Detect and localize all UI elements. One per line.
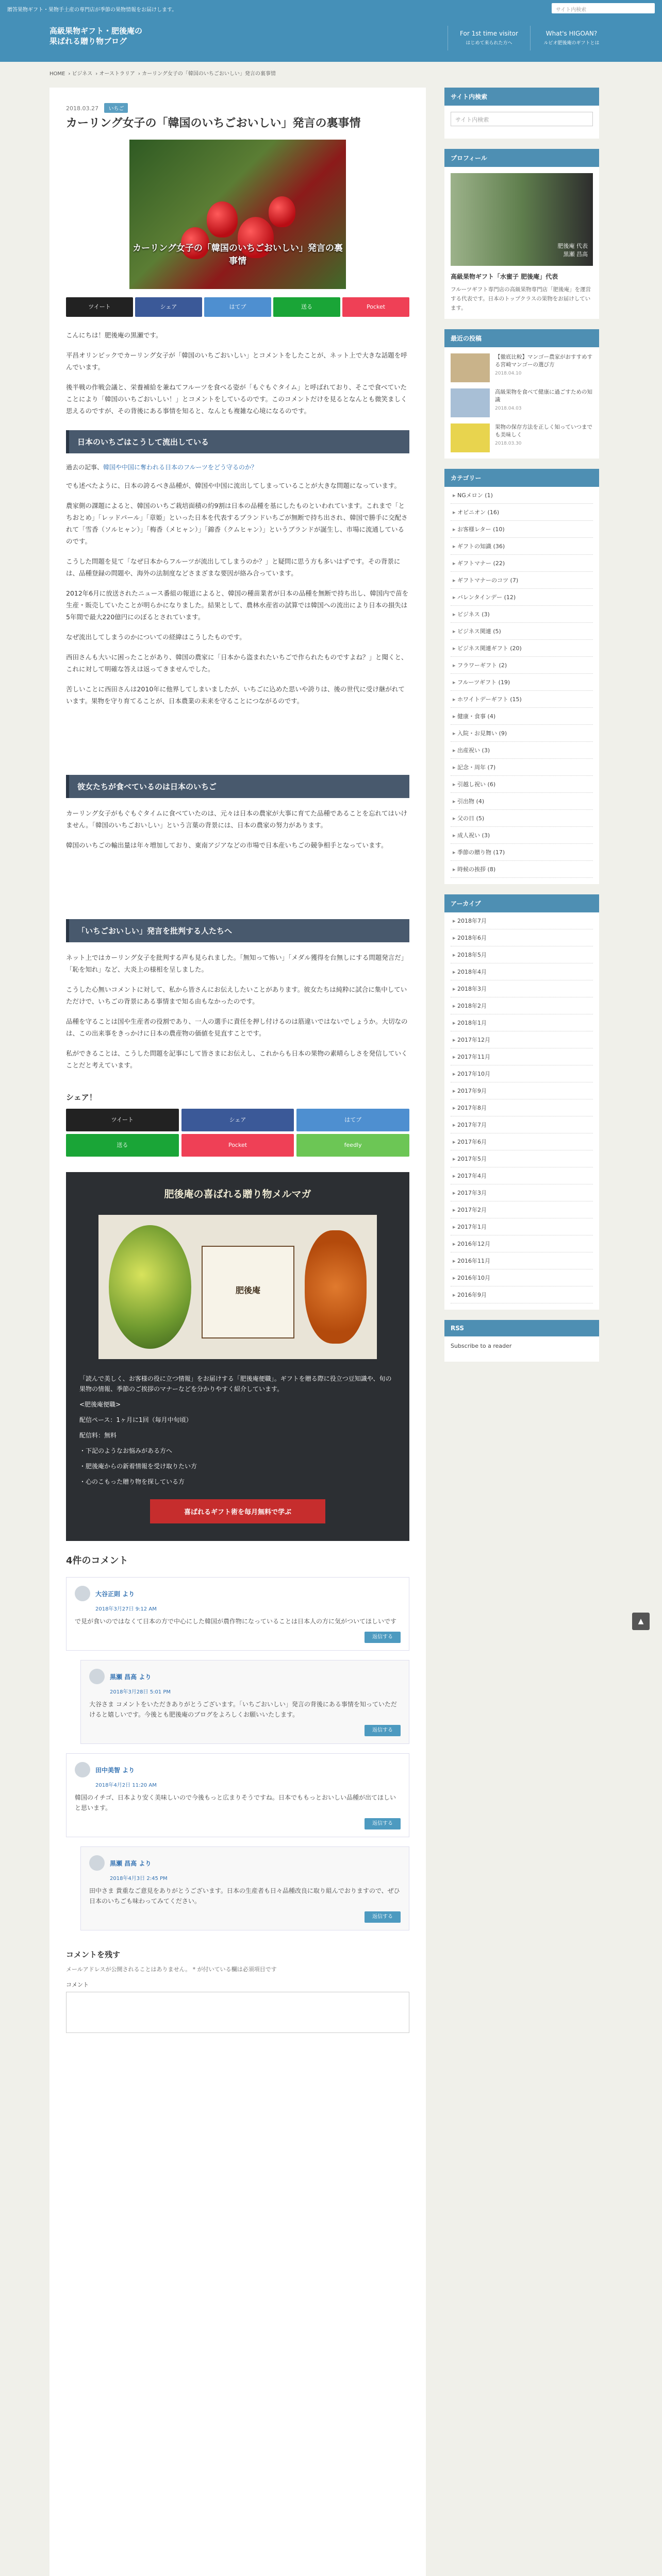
site-logo[interactable]: 高級果物ギフト・肥後庵の 果ばれる贈り物ブログ — [49, 26, 143, 46]
post-thumbnail — [451, 423, 490, 452]
archive-link[interactable]: ▸ 2017年11月 — [451, 1048, 593, 1065]
paragraph: 農家側の課題によると、韓国のいちご栽培面積の約9割は日本の品種を基にしたものといわれています。これまで「とちおとめ」「レッドパール」「章姫」といった日本を代表するブランドいちごが無断で持ち出され、韓国で勝手に交配されて「雪香（ソルヒャン）」「梅香（メヒャン）」「錦香（クムヒャン）」というブランドが誕生し、市場に流通しているのです。 — [66, 502, 408, 545]
paragraph: 平昌オリンピックでカーリング女子が「韓国のいちごおいしい」とコメントをしたことが、ネット上で大きな話題を呼んでいます。 — [66, 351, 407, 371]
archive-link[interactable]: ▸ 2018年7月 — [451, 912, 593, 929]
archive-link[interactable]: ▸ 2017年5月 — [451, 1150, 593, 1167]
category-link[interactable]: ▸ ホワイトデーギフト (15) — [451, 691, 593, 708]
widget-title: RSS — [444, 1320, 599, 1336]
widget-title: サイト内検索 — [444, 88, 599, 106]
comment — [66, 1577, 409, 1651]
site-tagline: 贈答果物ギフト・果物手土産の専門店が季節の果物情報をお届けします。 — [7, 7, 177, 13]
comment-reply — [80, 1846, 409, 1930]
paragraph: 私ができることは、こうした問題を記事にして皆さまにお伝えし、これからも日本の果物の素晴らしさを発信していくことだと考えています。 — [66, 1049, 408, 1069]
widget-title: 最近の投稿 — [444, 329, 599, 347]
hero-image — [129, 140, 346, 289]
reply-button[interactable]: 返信する — [365, 1632, 401, 1643]
header-search-input[interactable]: サイト内検索 — [552, 3, 655, 13]
header-nav — [448, 26, 613, 50]
archive-link[interactable]: ▸ 2017年8月 — [451, 1099, 593, 1116]
newsletter-title: 肥後庵の喜ばれる贈り物メルマガ — [164, 1189, 311, 1200]
hatena-share-button[interactable]: はてブ — [204, 297, 271, 317]
archive-link[interactable]: ▸ 2017年10月 — [451, 1065, 593, 1082]
sidebar-search-input[interactable]: サイト内検索 — [451, 112, 593, 126]
comments-heading: 4件のコメント — [66, 1555, 128, 1566]
archive-link[interactable]: ▸ 2017年9月 — [451, 1082, 593, 1099]
widget-title: プロフィール — [444, 149, 599, 167]
avatar — [89, 1855, 105, 1871]
archive-link[interactable]: ▸ 2016年10月 — [451, 1269, 593, 1286]
breadcrumb-home[interactable]: HOME — [49, 71, 65, 77]
widget-profile — [444, 149, 599, 319]
paragraph: こうした問題を見て「なぜ日本からフルーツが流出してしまうのか？」と疑問に思う方も多いはずです。その背景には、品種登録の問題や、海外の法制度などさまざまな要因が絡み合っています。 — [66, 557, 401, 577]
archive-link[interactable]: ▸ 2018年5月 — [451, 946, 593, 963]
category-link[interactable]: ▸ 引出物 (4) — [451, 793, 593, 810]
widget-categories — [444, 469, 599, 884]
newsletter-image — [98, 1215, 377, 1359]
widget-title: アーカイブ — [444, 894, 599, 912]
category-link[interactable]: ▸ バレンタインデー (12) — [451, 589, 593, 606]
comment-text: 田中さま 貴重なご意見をありがとうございます。日本の生産者も日々品種改良に取り組んでおりますので、ぜひ日本のいちごも味わってみてください。 — [89, 1887, 400, 1905]
nav-whats-higoan[interactable]: What's HIGOAN? ルビオ肥後庵のギフトとは — [530, 26, 613, 50]
paragraph: 2012年6月に放送されたニュース番組の報道によると、韓国の種苗業者が日本の品種を無断で持ち出し、韓国内で苗を生産・販売していたことが明らかになりました。結果として、農林水産省の試算では韓国への流出により日本の損失は5年間で最大220億円にのぼるとされています。 — [66, 589, 409, 621]
comment-author[interactable]: 田中美智 より — [95, 1766, 135, 1774]
comment-author[interactable]: 黒瀬 昌高 より — [110, 1673, 152, 1681]
comment-date[interactable]: 2018年3月27日 9:12 AM — [95, 1606, 157, 1612]
comment-date[interactable]: 2018年4月2日 11:20 AM — [95, 1783, 157, 1788]
category-link[interactable]: ▸ フラワーギフト (2) — [451, 657, 593, 674]
archive-link[interactable]: ▸ 2017年6月 — [451, 1133, 593, 1150]
breadcrumb: HOME › ビジネス › オーストラリア › カーリング女子の「韓国のいちごおいしい」発言の裏事情 — [49, 71, 276, 77]
article-body — [66, 329, 409, 1071]
profile-photo: 肥後庵 代表 黒瀬 昌高 — [451, 173, 593, 266]
archive-list — [444, 912, 599, 1303]
archive-link[interactable]: ▸ 2017年1月 — [451, 1218, 593, 1235]
sidebar — [444, 88, 599, 1372]
category-link[interactable]: ▸ 出産祝い (3) — [451, 742, 593, 759]
widget-archive — [444, 894, 599, 1310]
category-link[interactable]: ▸ ギフトマナーのコツ (7) — [451, 572, 593, 589]
category-link[interactable]: ▸ オピニオン (16) — [451, 504, 593, 521]
paragraph: なぜ流出してしまうのかについての経緯はこうしたものです。 — [66, 633, 246, 641]
post-date: 2018.03.27 — [66, 105, 98, 112]
widget-search — [444, 88, 599, 139]
rss-link[interactable]: Subscribe to a reader — [451, 1343, 512, 1349]
profile-text: フルーツギフト専門店の高級果物専門店「肥後庵」を運営する代表です。日本のトップクラスの果物をお届けしています。 — [451, 286, 591, 311]
newsletter-box — [66, 1172, 409, 1541]
paragraph: 品種を守ることは国や生産者の役割であり、一人の選手に責任を押し付けるのは筋違いではないでしょうか。大切なのは、この出来事をきっかけに日本の農産物の価値を見直すことです。 — [66, 1018, 408, 1037]
archive-link[interactable]: ▸ 2017年4月 — [451, 1167, 593, 1184]
hatena-share-button[interactable]: はてブ — [296, 1109, 409, 1131]
chevron-up-icon[interactable]: ▲ — [632, 1613, 650, 1630]
category-link[interactable]: ▸ お客様レター (10) — [451, 521, 593, 538]
nav-first-time[interactable]: For 1st time visitor はじめて来られた方へ — [448, 26, 530, 50]
widget-recent-posts — [444, 329, 599, 459]
comment-date[interactable]: 2018年3月28日 5:01 PM — [110, 1689, 171, 1695]
comment-field-label: コメント — [66, 1981, 89, 1988]
category-link[interactable]: ▸ 父の日 (5) — [451, 810, 593, 827]
newsletter-body: 「読んで美しく、お客様の役に立つ情報」をお届けする「肥後庵便職」。ギフトを贈る際に役立つ豆知識や、旬の果物の情報、季節のご挨拶のマナーなどを分かりやすく紹介しています。 <肥後庵便職> 配信ペース：1ヶ月に1回（毎月中旬頃） 配信料：無料 ・下記のようなお悩みがある方へ ・肥後庵からの新着情報を受け取りたい方 ・心のこもった贈り物を探している方 — [79, 1375, 392, 1485]
main-content — [49, 88, 426, 2576]
paragraph: ネット上ではカーリング女子を批判する声も見られました。「無知って怖い」「メダル獲得を台無しにする問題発言だ」「恥を知れ」など、大炎上の様相を呈しました。 — [66, 954, 408, 973]
newsletter-signup-button[interactable]: 喜ばれるギフト術を毎月無料で学ぶ — [150, 1499, 325, 1523]
comment-text: 韓国のイチゴ、日本より安く美味しいので今後もっと広まりそうですね。日本でももっとおいしい品種が出てほしいと思います。 — [75, 1794, 396, 1811]
facebook-share-button[interactable]: シェア — [135, 297, 202, 317]
reply-button[interactable]: 返信する — [365, 1725, 401, 1736]
share-heading: シェア！ — [66, 1093, 97, 1102]
line-share-button[interactable]: 送る — [66, 1134, 179, 1157]
comment-textarea[interactable] — [66, 1992, 409, 2033]
category-link[interactable]: ▸ 健康・食事 (4) — [451, 708, 593, 725]
category-link[interactable]: ▸ 成人祝い (3) — [451, 827, 593, 844]
category-link[interactable]: ▸ ビジネス関連ギフト (20) — [451, 640, 593, 657]
archive-link[interactable]: ▸ 2016年11月 — [451, 1252, 593, 1269]
paragraph: こうした心無いコメントに対して、私から皆さんにお伝えしたいことがあります。彼女たちは純粋に試合に集中していただけで、いちごの背景にある事情まで知る由もなかったのです。 — [66, 986, 407, 1005]
reply-button[interactable]: 返信する — [365, 1818, 401, 1829]
archive-link[interactable]: ▸ 2017年3月 — [451, 1184, 593, 1201]
post-thumbnail — [451, 388, 490, 417]
category-link[interactable]: ▸ 記念・周年 (7) — [451, 759, 593, 776]
category-link[interactable]: ▸ 季節の贈り物 (17) — [451, 844, 593, 861]
archive-link[interactable]: ▸ 2018年1月 — [451, 1014, 593, 1031]
gift-box-label: 肥後庵 — [202, 1246, 294, 1338]
comment-form-heading: コメントを残す — [66, 1950, 121, 1959]
twitter-share-button[interactable]: ツイート — [66, 297, 133, 317]
breadcrumb-item[interactable]: ビジネス — [72, 71, 93, 77]
paragraph: 西田さんも大いに困ったことがあり、韓国の農家に「日本から盗まれたいちごで作られたものですよね？」と聞くと、これに対して明確な答えは返ってきませんでした。 — [66, 653, 408, 673]
widget-title: カテゴリー — [444, 469, 599, 487]
archive-link[interactable]: ▸ 2017年12月 — [451, 1031, 593, 1048]
category-link[interactable]: ▸ フルーツギフト (19) — [451, 674, 593, 691]
archive-link[interactable]: ▸ 2017年2月 — [451, 1201, 593, 1218]
twitter-share-button[interactable]: ツイート — [66, 1109, 179, 1131]
pocket-share-button[interactable]: Pocket — [181, 1134, 294, 1157]
archive-link[interactable]: ▸ 2018年2月 — [451, 997, 593, 1014]
related-article: 過去の記事、韓国や中国に奪われる日本のフルーツをどう守るのか？ — [66, 464, 258, 471]
comment — [66, 1753, 409, 1837]
archive-link[interactable]: ▸ 2017年7月 — [451, 1116, 593, 1133]
section-heading: 「いちごおいしい」発言を批判する人たちへ — [66, 919, 409, 942]
paragraph: カーリング女子がもぐもぐタイムに食べていたのは、元々は日本の農家が大事に育てた品種であることを忘れてはいけません。「韓国のいちごおいしい」という言葉の背景には、日本の農家の努力があります。 — [66, 809, 408, 829]
post-thumbnail — [451, 353, 490, 382]
recent-post-item[interactable]: 果物の保存方法を正しく知っていつまでも美味しく 2018.03.30 — [451, 423, 593, 452]
category-link[interactable]: ▸ NGメロン (1) — [451, 487, 593, 504]
paragraph: 韓国のいちごの輸出量は年々増加しており、東南アジアなどの市場で日本産いちごの競争相手となっています。 — [66, 841, 388, 849]
paragraph: 苦しいことに西田さんは2010年に他界してしまいましたが、いちごに込めた思いや誇りは、後の世代に受け継がれています。果物を守り育てることが、日本農業の未来を守ることにつながるのです。 — [66, 685, 405, 705]
category-link[interactable]: ▸ ビジネス (3) — [451, 606, 593, 623]
line-share-button[interactable]: 送る — [273, 297, 340, 317]
breadcrumb-item[interactable]: オーストラリア — [99, 71, 135, 77]
section-heading: 彼女たちが食べているのは日本のいちご — [66, 775, 409, 798]
comment-author[interactable]: 大谷正則 より — [95, 1590, 135, 1598]
archive-link[interactable]: ▸ 2018年6月 — [451, 929, 593, 946]
archive-link[interactable]: ▸ 2018年4月 — [451, 963, 593, 980]
category-link[interactable]: ▸ 時候の挨拶 (8) — [451, 861, 593, 878]
comment-text: で見が食いのではなくて日本の方で中心にした韓国が農作物になっていることは日本人の方に気がついてほしいです — [75, 1618, 397, 1625]
reply-button[interactable]: 返信する — [365, 1911, 401, 1923]
comment-form-note: メールアドレスが公開されることはありません。 * が付いている欄は必須項目です — [66, 1966, 277, 1973]
recent-post-item[interactable]: 高級果物を食べて健康に過ごすための知識 2018.04.03 — [451, 388, 593, 417]
post-title: カーリング女子の「韓国のいちごおいしい」発言の裏事情 — [66, 117, 361, 130]
avatar — [75, 1586, 90, 1601]
comment-reply — [80, 1660, 409, 1744]
archive-link[interactable]: ▸ 2018年3月 — [451, 980, 593, 997]
post-category-badge[interactable]: いちご — [104, 103, 128, 113]
breadcrumb-current: カーリング女子の「韓国のいちごおいしい」発言の裏事情 — [142, 71, 276, 77]
profile-name: 高級果物ギフト「水蜜子 肥後庵」代表 — [451, 273, 558, 280]
avatar — [75, 1762, 90, 1777]
paragraph: 後半戦の作戦会議と、栄養補給を兼ねてフルーツを食べる姿が「もぐもぐタイム」と呼ばれており、そこで食べていたことにより「韓国のいちごおいしい！」とコメントをしているのです。このコメントだけを見るとなんとも微笑ましく思えるのですが、その背後にある事情を知ると、なんとも複雑な心境になるのです。 — [66, 383, 407, 415]
recent-post-item[interactable]: 【徹底比較】マンゴー農家がおすすめする宮崎マンゴーの選び方 2018.04.10 — [451, 353, 593, 382]
post-meta — [66, 103, 409, 113]
comment-author[interactable]: 黒瀬 昌高 より — [110, 1859, 152, 1867]
paragraph: でも述べたように、日本の誇るべき品種が、韓国や中国に流出してしまっていることが大きな問題になっています。 — [66, 482, 401, 489]
related-article-link[interactable]: 韓国や中国に奪われる日本のフルーツをどう守るのか？ — [103, 464, 258, 471]
comment-date[interactable]: 2018年4月3日 2:45 PM — [110, 1876, 168, 1882]
pocket-share-button[interactable]: Pocket — [342, 297, 409, 317]
top-bar — [0, 0, 662, 16]
facebook-share-button[interactable]: シェア — [181, 1109, 294, 1131]
archive-link[interactable]: ▸ 2016年9月 — [451, 1286, 593, 1303]
category-list — [444, 487, 599, 878]
comment-text: 大谷さま コメントをいただきありがとうございます。「いちごおいしい」発言の背後にある事情を知っていただけると嬉しいです。今後とも肥後庵のブログをよろしくお願いいたします。 — [89, 1701, 397, 1718]
category-link[interactable]: ▸ ビジネス関連 (5) — [451, 623, 593, 640]
category-link[interactable]: ▸ 引越し祝い (6) — [451, 776, 593, 793]
archive-link[interactable]: ▸ 2016年12月 — [451, 1235, 593, 1252]
category-link[interactable]: ▸ ギフトの知識 (36) — [451, 538, 593, 555]
site-header — [0, 16, 662, 62]
category-link[interactable]: ▸ ギフトマナー (22) — [451, 555, 593, 572]
share-buttons-top — [66, 297, 409, 317]
comment-list — [66, 1577, 409, 1930]
section-heading: 日本のいちごはこうして流出している — [66, 430, 409, 453]
category-link[interactable]: ▸ 入院・お見舞い (9) — [451, 725, 593, 742]
share-buttons-bottom — [66, 1109, 409, 1157]
avatar — [89, 1669, 105, 1684]
hero-caption: カーリング女子の「韓国のいちごおいしい」発言の裏事情 — [133, 243, 343, 266]
feedly-follow-button[interactable]: feedly — [296, 1134, 409, 1157]
paragraph: こんにちは！肥後庵の黒瀬です。 — [66, 331, 162, 339]
widget-rss — [444, 1320, 599, 1362]
